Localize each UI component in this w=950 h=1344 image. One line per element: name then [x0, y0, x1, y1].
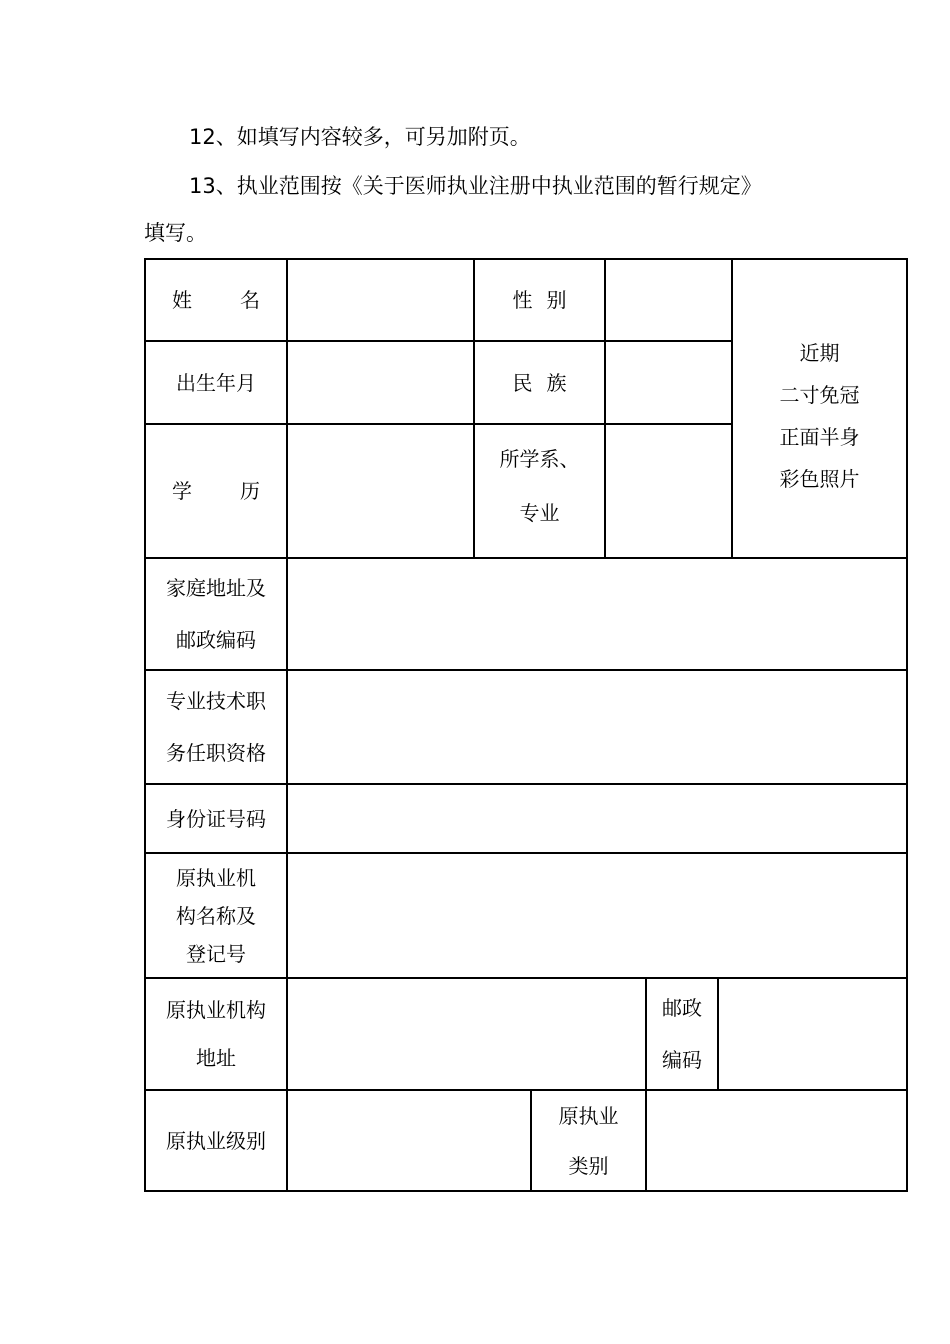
ethnicity-field[interactable] — [606, 342, 731, 423]
org-address-field[interactable] — [288, 979, 645, 1089]
photo-caption-line-2: 二寸免冠 — [779, 382, 860, 407]
address-label-line-1: 家庭地址及 — [166, 576, 266, 600]
postcode-label — [647, 979, 717, 1089]
education-label — [146, 425, 286, 557]
title-label-line-2: 务任职资格 — [166, 741, 266, 765]
category-label-line-2: 类别 — [568, 1153, 609, 1178]
org-label-line-2: 构名称及 — [176, 903, 256, 928]
photo-caption-line-4: 彩色照片 — [779, 466, 860, 491]
address-field[interactable] — [288, 559, 906, 669]
address-label — [146, 559, 286, 669]
level-label: 原执业级别 — [166, 1128, 266, 1153]
gender-label-char-2: 别 — [546, 288, 567, 312]
postcode-label-line-2: 编码 — [662, 1048, 702, 1072]
category-label-line-1: 原执业 — [558, 1103, 619, 1128]
birth-field[interactable] — [288, 342, 473, 423]
name-label-char-2: 名 — [240, 288, 260, 312]
org-address-label-line-1: 原执业机构 — [166, 998, 266, 1022]
level-field[interactable] — [288, 1091, 530, 1190]
major-label-line-2: 专业 — [519, 501, 560, 525]
category-label — [532, 1091, 645, 1190]
title-field[interactable] — [288, 671, 906, 783]
major-label-line-1: 所学系、 — [499, 447, 580, 471]
ethnicity-label — [475, 342, 604, 423]
category-field[interactable] — [647, 1091, 906, 1190]
name-field[interactable] — [288, 260, 473, 340]
photo-caption-line-3: 正面半身 — [779, 424, 860, 449]
address-label-line-2: 邮政编码 — [176, 628, 256, 652]
education-field[interactable] — [288, 425, 473, 557]
education-label-char-2: 历 — [240, 479, 260, 503]
ethnicity-label-char-1: 民 — [512, 370, 533, 395]
org-label-line-3: 登记号 — [186, 941, 246, 966]
title-label — [146, 671, 286, 783]
org-label-line-1: 原执业机 — [176, 865, 256, 890]
table-border-right — [906, 258, 908, 1192]
table-border-bottom — [144, 1190, 908, 1192]
ethnicity-label-char-2: 族 — [546, 370, 567, 395]
org-field[interactable] — [288, 854, 906, 977]
gender-label-char-1: 性 — [512, 288, 533, 312]
gender-field[interactable] — [606, 260, 731, 340]
id-field[interactable] — [288, 785, 906, 852]
name-label-char-1: 姓 — [172, 288, 192, 312]
org-address-label — [146, 979, 286, 1089]
note-12: 12、如填写内容较多，可另加附页。 — [189, 125, 531, 149]
note-13-continued: 填写。 — [144, 221, 207, 245]
title-label-line-1: 专业技术职 — [166, 689, 266, 713]
gender-label — [475, 260, 604, 340]
major-label — [475, 425, 604, 557]
major-field[interactable] — [606, 425, 731, 557]
postcode-label-line-1: 邮政 — [662, 996, 702, 1020]
org-address-label-line-2: 地址 — [196, 1046, 236, 1070]
name-label — [146, 260, 286, 340]
postcode-field[interactable] — [719, 979, 906, 1089]
education-label-char-1: 学 — [172, 479, 192, 503]
birth-label: 出生年月 — [176, 370, 256, 395]
id-label: 身份证号码 — [166, 806, 266, 831]
photo-box[interactable] — [733, 260, 906, 557]
photo-caption-line-1: 近期 — [799, 340, 840, 365]
org-label — [146, 854, 286, 977]
note-13: 13、执业范围按《关于医师执业注册中执业范围的暂行规定》 — [189, 174, 762, 198]
